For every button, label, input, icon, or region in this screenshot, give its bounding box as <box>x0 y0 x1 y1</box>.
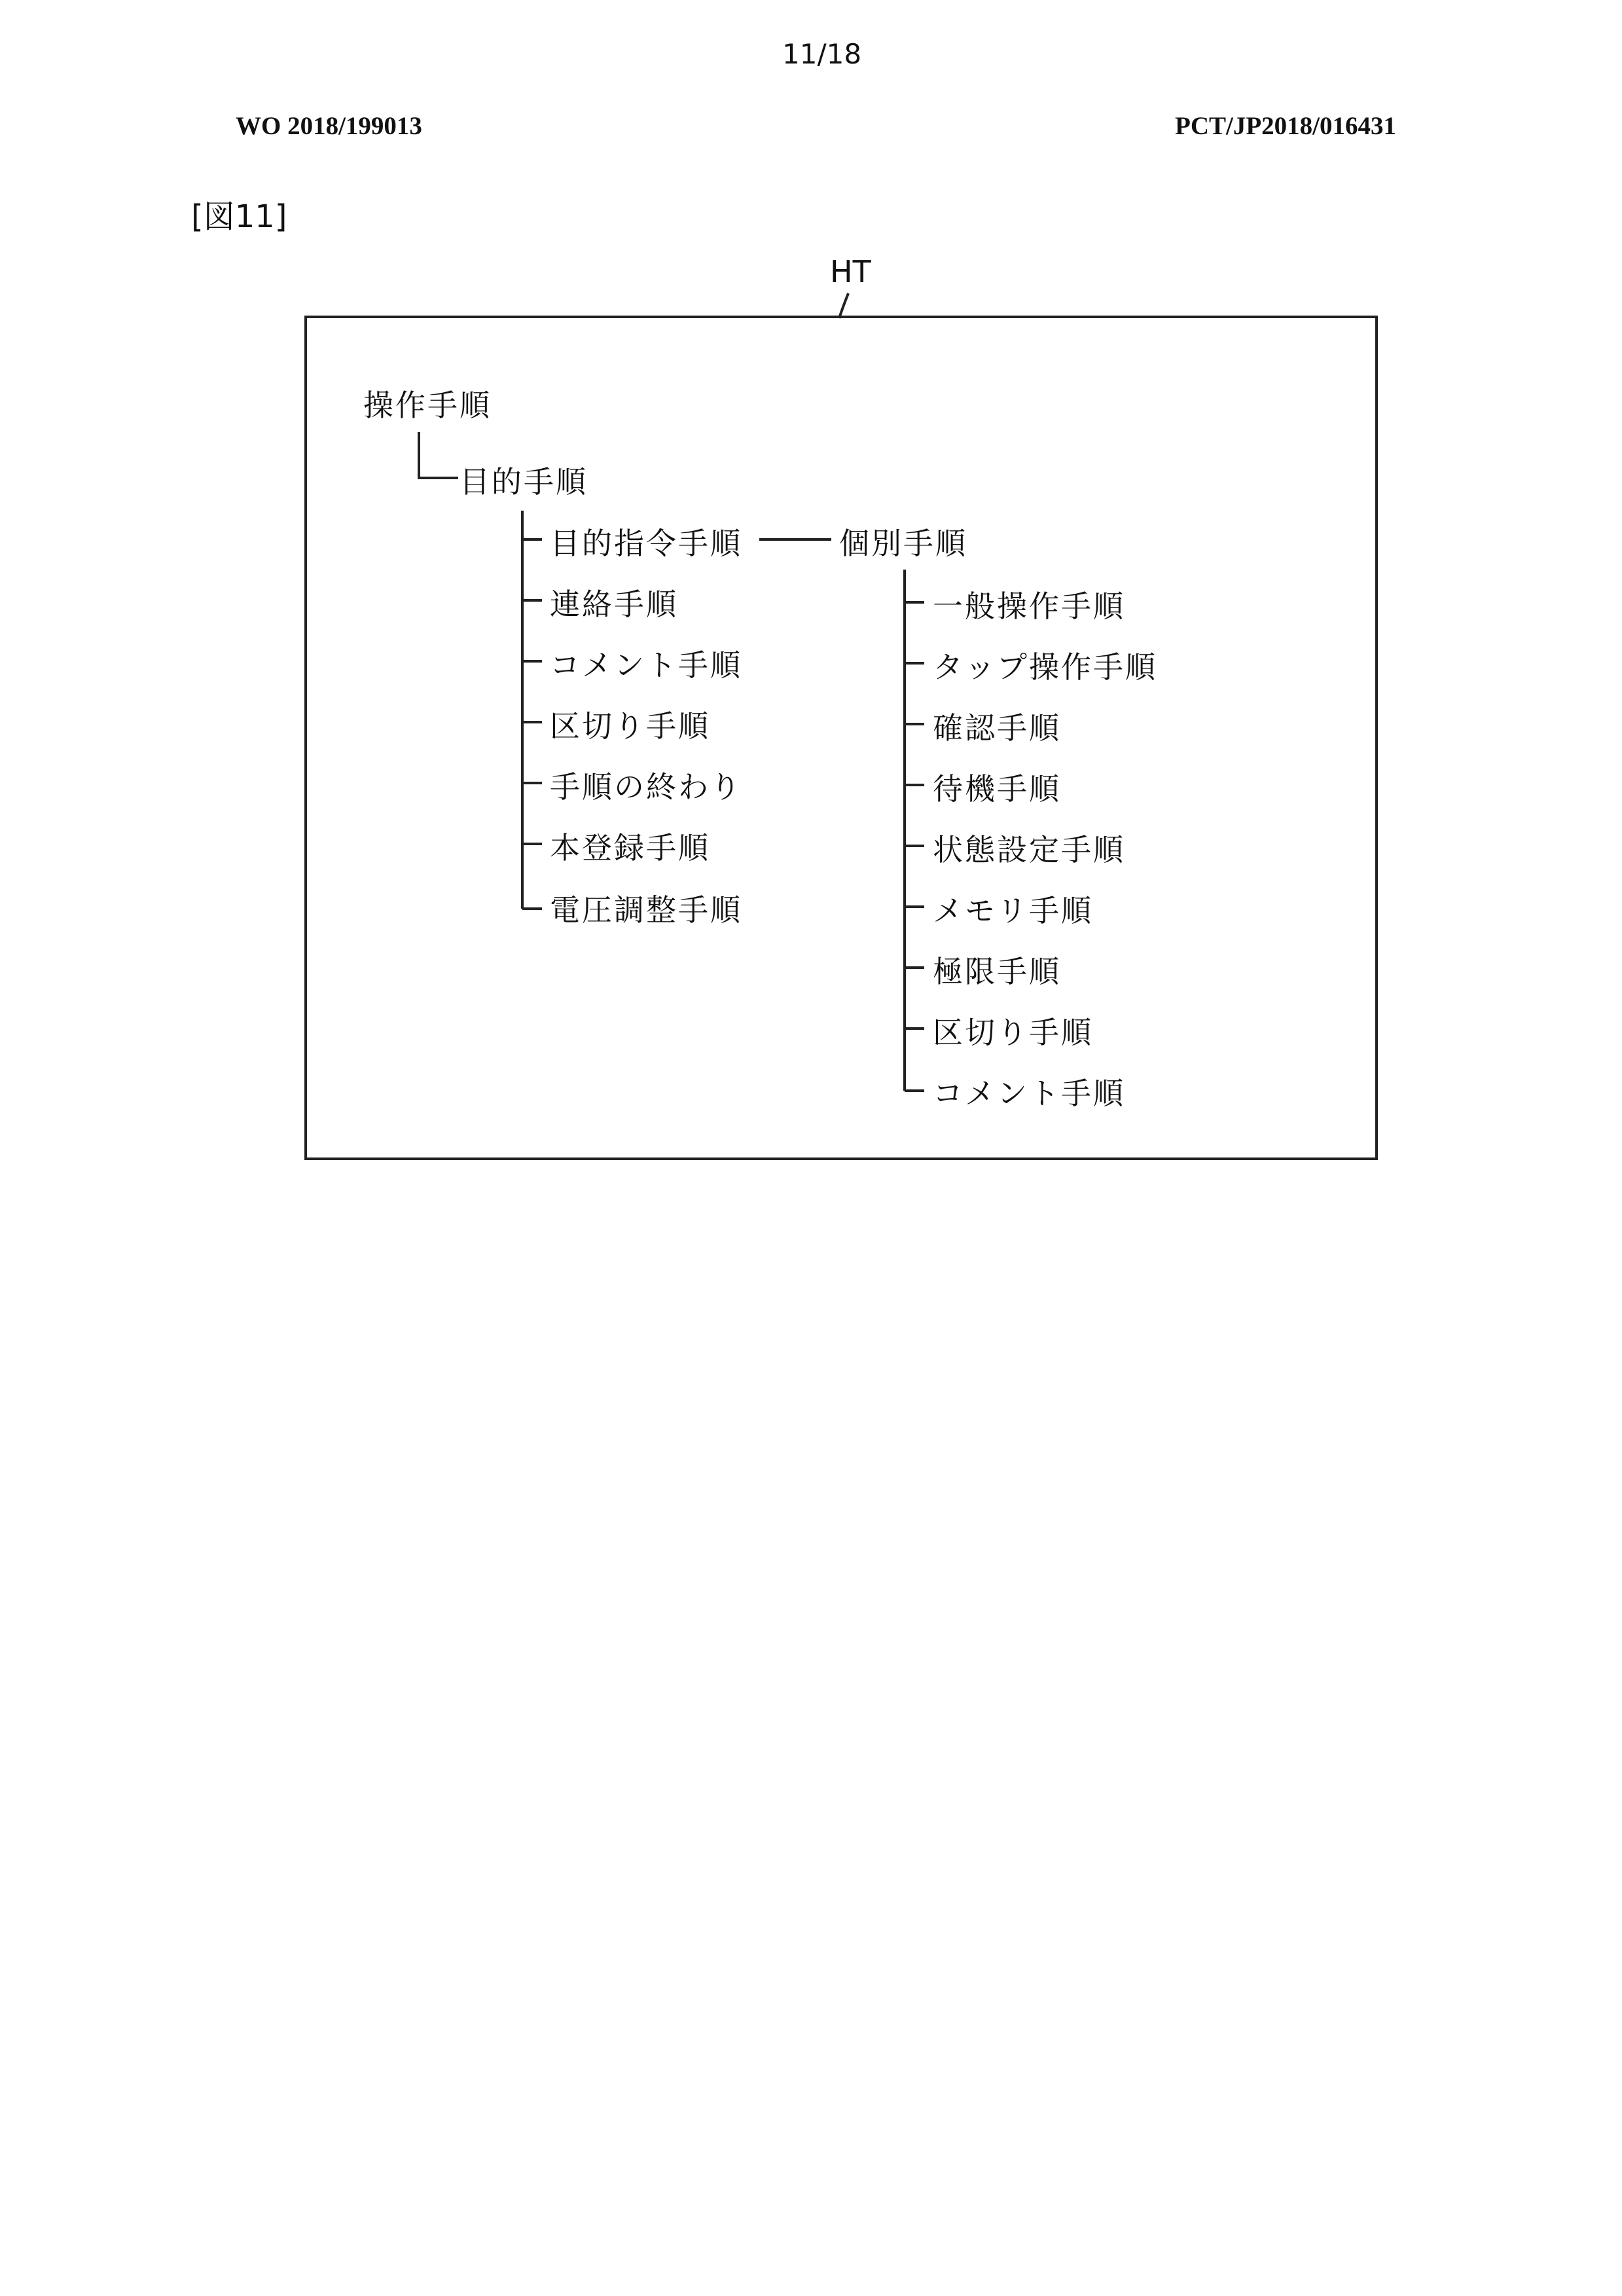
application-number: PCT/JP2018/016431 <box>1175 112 1396 140</box>
node-individual: 個別手順 <box>839 526 967 561</box>
node-level3-3: 待機手順 <box>933 771 1061 807</box>
node-level3-4: 状態設定手順 <box>933 832 1125 867</box>
reference-label-ht: HT <box>830 254 871 289</box>
node-level1: 目的手順 <box>460 464 588 500</box>
node-level2-5: 本登録手順 <box>550 830 710 866</box>
node-level2-4: 手順の終わり <box>550 769 742 805</box>
page-number: 11/18 <box>782 38 862 70</box>
node-level3-8: コメント手順 <box>933 1076 1125 1111</box>
node-level2-2: コメント手順 <box>550 647 742 683</box>
node-level3-5: メモリ手順 <box>933 893 1093 928</box>
publication-number: WO 2018/199013 <box>236 112 422 140</box>
node-level3-6: 極限手順 <box>933 954 1061 989</box>
node-level3-1: タップ操作手順 <box>933 649 1157 685</box>
node-level3-0: 一般操作手順 <box>933 589 1125 624</box>
node-level2-1: 連絡手順 <box>550 587 678 622</box>
node-level2-6: 電圧調整手順 <box>550 892 742 928</box>
figure-label: [図11] <box>191 198 287 235</box>
reference-leader-line <box>839 293 848 318</box>
connector-root-level1 <box>419 432 458 478</box>
node-level3-7: 区切り手順 <box>933 1015 1093 1050</box>
node-level2-3: 区切り手順 <box>550 708 710 744</box>
node-level3-2: 確認手順 <box>933 710 1061 746</box>
node-level2-0: 目的指令手順 <box>550 526 742 561</box>
node-root: 操作手順 <box>363 388 492 423</box>
